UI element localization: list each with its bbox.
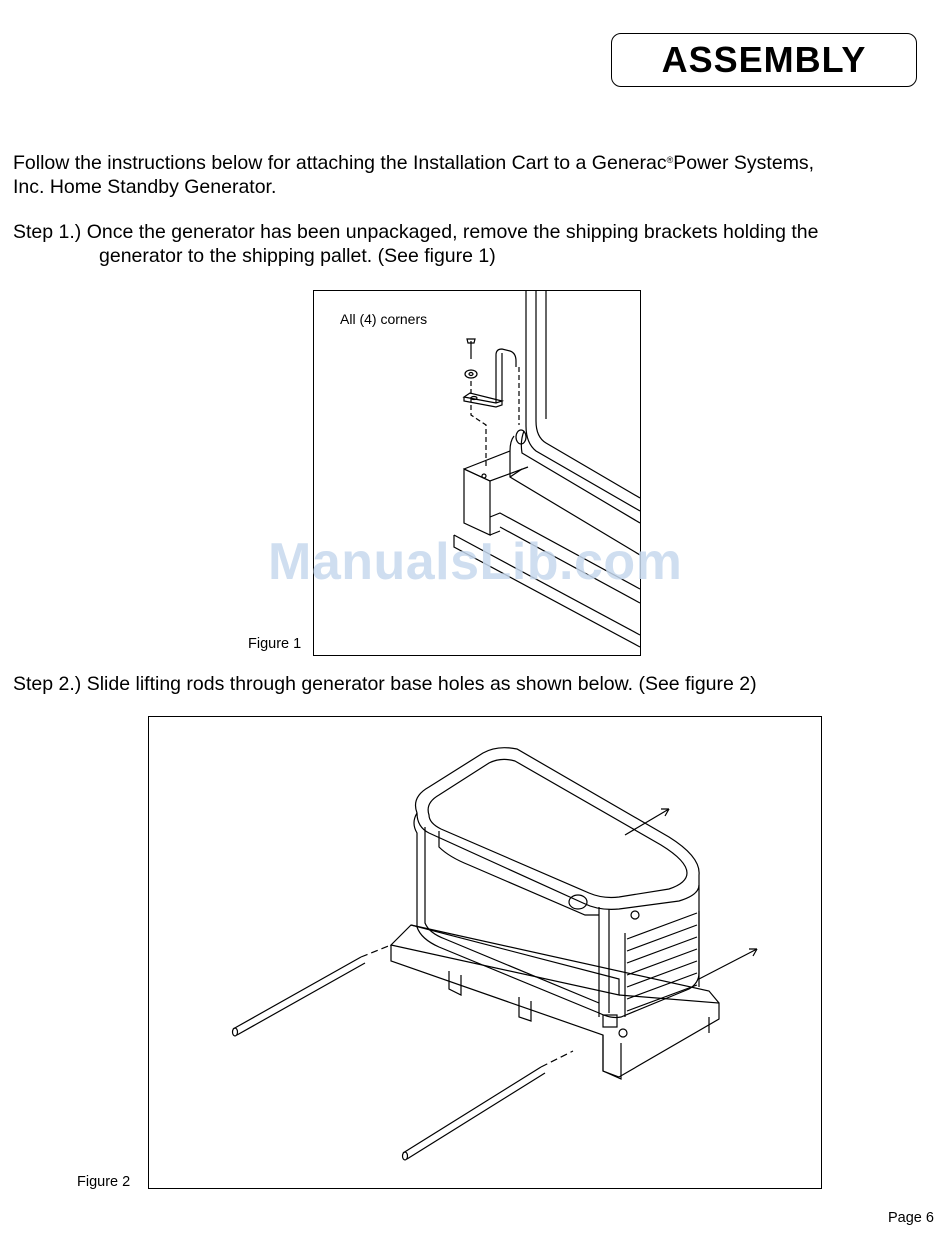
figure-1 (313, 290, 641, 656)
intro-line-1 (13, 148, 938, 175)
bracket-removal-illustration (314, 291, 640, 655)
intro-line-1-text: Follow the instructions below for attaching the Installation Cart to a Generac (13, 152, 667, 174)
page-number: Page 6 (888, 1210, 934, 1226)
figure-2-caption: Figure 2 (77, 1174, 131, 1190)
step-1-line-2: generator to the shipping pallet. (See figure 1) (99, 245, 496, 267)
step-1 (13, 220, 943, 268)
figure-1-note: All (4) corners (340, 311, 428, 327)
figure-2 (148, 716, 822, 1189)
registered-mark: ® (666, 155, 674, 165)
intro-line-1-end: Power Systems, (673, 152, 815, 174)
intro-line-2: Inc. Home Standby Generator. (13, 176, 277, 198)
figure-1-caption: Figure 1 (248, 636, 302, 652)
generator-lifting-rods-illustration (149, 717, 821, 1188)
watermark: ManualsLib.com (268, 533, 683, 591)
section-title: ASSEMBLY (661, 39, 867, 80)
section-title-box (611, 33, 917, 87)
step-2: Step 2.) Slide lifting rods through generator base holes as shown below. (See figure 2) (13, 673, 757, 695)
intro-paragraph (13, 148, 938, 199)
step-1-line-1: Step 1.) Once the generator has been unpackaged, remove the shipping brackets holding the (13, 221, 819, 243)
